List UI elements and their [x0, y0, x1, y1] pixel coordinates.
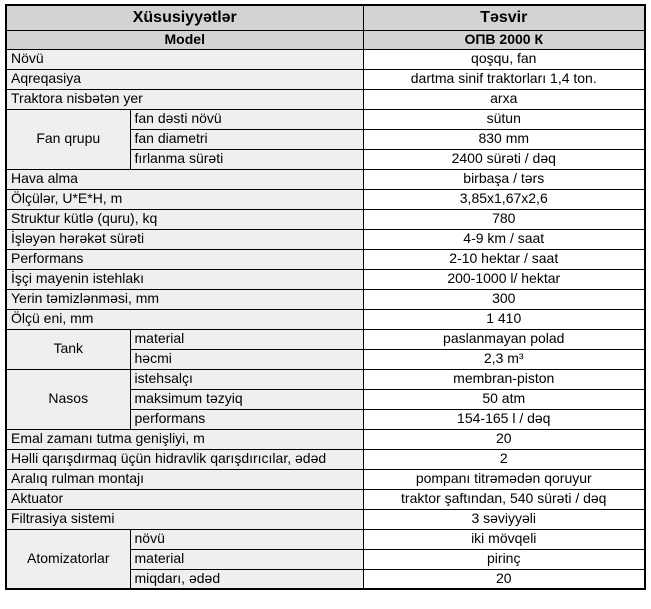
table-row — [6, 249, 645, 269]
table-row — [6, 229, 645, 249]
spec-value-cell: 20 — [363, 569, 645, 589]
spec-sublabel-cell: material — [130, 329, 363, 349]
spec-value-cell: 4-9 km / saat — [363, 229, 645, 249]
table-subheader-row — [6, 30, 645, 49]
spec-value-cell: 2-10 hektar / saat — [363, 249, 645, 269]
table-row — [6, 289, 645, 309]
spec-label-cell: Yerin təmizlənməsi, mm — [6, 289, 363, 309]
spec-label-cell: Ölçü eni, mm — [6, 309, 363, 329]
table-row — [6, 169, 645, 189]
spec-value-cell: traktor şaftından, 540 sürəti / dəq — [363, 489, 645, 509]
spec-sublabel-cell: miqdarı, ədəd — [130, 569, 363, 589]
spec-table-body — [6, 49, 645, 589]
subheader-model: Model — [6, 30, 363, 49]
table-row — [6, 529, 645, 549]
spec-sublabel-cell: həcmi — [130, 349, 363, 369]
group-label-cell: Fan qrupu — [6, 109, 130, 169]
group-label-cell: Tank — [6, 329, 130, 369]
spec-value-cell: 300 — [363, 289, 645, 309]
spec-value-cell: 780 — [363, 209, 645, 229]
spec-sublabel-cell: fan dəsti növü — [130, 109, 363, 129]
spec-label-cell: Ölçülər, U*E*H, m — [6, 189, 363, 209]
header-description: Təsvir — [363, 5, 645, 30]
table-row — [6, 89, 645, 109]
table-row — [6, 469, 645, 489]
spec-label-cell: Aktuator — [6, 489, 363, 509]
spec-label-cell: İşləyən hərəkət sürəti — [6, 229, 363, 249]
table-row — [6, 269, 645, 289]
spec-table — [5, 4, 646, 590]
spec-value-cell: birbaşa / tərs — [363, 169, 645, 189]
group-label-cell: Nasos — [6, 369, 130, 429]
spec-sublabel-cell: fan diametri — [130, 129, 363, 149]
spec-label-cell: Emal zamanı tutma genişliyi, m — [6, 429, 363, 449]
spec-label-cell: Hava alma — [6, 169, 363, 189]
spec-value-cell: 830 mm — [363, 129, 645, 149]
spec-sublabel-cell: maksimum təzyiq — [130, 389, 363, 409]
table-row — [6, 309, 645, 329]
spec-value-cell: pirinç — [363, 549, 645, 569]
table-row — [6, 69, 645, 89]
spec-label-cell: Struktur kütlə (quru), kq — [6, 209, 363, 229]
spec-value-cell: 20 — [363, 429, 645, 449]
table-row — [6, 449, 645, 469]
spec-value-cell: 1 410 — [363, 309, 645, 329]
spec-value-cell: iki mövqeli — [363, 529, 645, 549]
spec-label-cell: Traktora nisbətən yer — [6, 89, 363, 109]
table-row — [6, 489, 645, 509]
spec-value-cell: membran-piston — [363, 369, 645, 389]
table-row — [6, 369, 645, 389]
spec-label-cell: Filtrasiya sistemi — [6, 509, 363, 529]
spec-value-cell: 154-165 l / dəq — [363, 409, 645, 429]
spec-sublabel-cell: fırlanma sürəti — [130, 149, 363, 169]
table-row — [6, 189, 645, 209]
spec-sublabel-cell: növü — [130, 529, 363, 549]
table-row — [6, 429, 645, 449]
spec-sublabel-cell: performans — [130, 409, 363, 429]
spec-sublabel-cell: material — [130, 549, 363, 569]
spec-label-cell: Performans — [6, 249, 363, 269]
spec-value-cell: 2,3 m³ — [363, 349, 645, 369]
spec-value-cell: 3,85x1,67x2,6 — [363, 189, 645, 209]
group-label-cell: Atomizatorlar — [6, 529, 130, 589]
subheader-model-value: ОПВ 2000 К — [363, 30, 645, 49]
spec-value-cell: 3 səviyyəli — [363, 509, 645, 529]
table-header-row — [6, 5, 645, 30]
spec-label-cell: İşçi mayenin istehlakı — [6, 269, 363, 289]
spec-value-cell: 200-1000 l/ hektar — [363, 269, 645, 289]
header-features: Xüsusiyyətlər — [6, 5, 363, 30]
table-row — [6, 209, 645, 229]
spec-value-cell: paslanmayan polad — [363, 329, 645, 349]
table-row — [6, 49, 645, 69]
spec-label-cell: Aqreqasiya — [6, 69, 363, 89]
spec-value-cell: qoşqu, fan — [363, 49, 645, 69]
spec-value-cell: 50 atm — [363, 389, 645, 409]
spec-value-cell: 2400 sürəti / dəq — [363, 149, 645, 169]
spec-sublabel-cell: istehsalçı — [130, 369, 363, 389]
spec-value-cell: dartma sinif traktorları 1,4 ton. — [363, 69, 645, 89]
spec-label-cell: Aralıq rulman montajı — [6, 469, 363, 489]
table-row — [6, 109, 645, 129]
spec-value-cell: 2 — [363, 449, 645, 469]
spec-value-cell: pompanı titrəmədən qoruyur — [363, 469, 645, 489]
spec-label-cell: Həlli qarışdırmaq üçün hidravlik qarışdırıcılar, ədəd — [6, 449, 363, 469]
spec-value-cell: sütun — [363, 109, 645, 129]
spec-label-cell: Növü — [6, 49, 363, 69]
spec-value-cell: arxa — [363, 89, 645, 109]
table-row — [6, 329, 645, 349]
table-row — [6, 509, 645, 529]
